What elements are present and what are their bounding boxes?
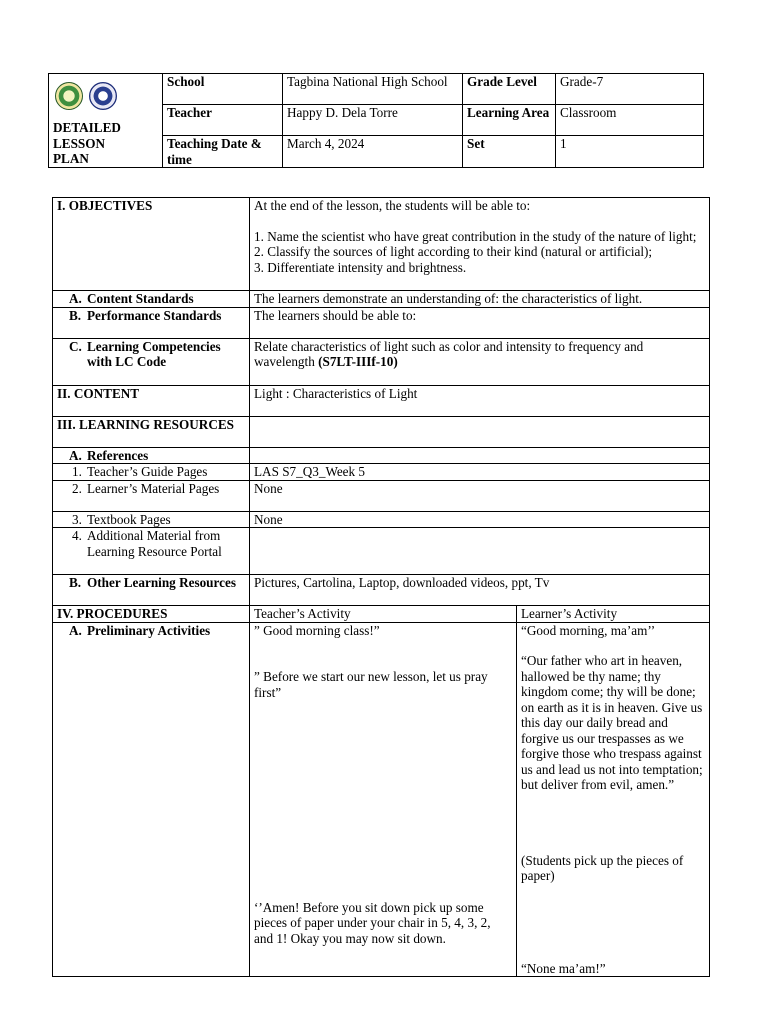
teacher-activity-cell — [250, 622, 517, 976]
resource-item-value — [250, 528, 710, 575]
title-cell — [49, 74, 163, 168]
references-label: A. References — [53, 447, 250, 464]
teacher-label: Teacher — [163, 105, 283, 136]
teacher-line: ” Before we start our new lesson, let us pray first” — [254, 669, 488, 700]
set-label: Set — [463, 136, 556, 168]
school-label: School — [163, 74, 283, 105]
resource-item-value: LAS S7_Q3_Week 5 — [250, 464, 710, 481]
school-seal-logo — [55, 82, 83, 110]
learning-area-label: Learning Area — [463, 105, 556, 136]
content-standards-label: A. Content Standards — [53, 291, 250, 308]
learner-activity-header: Learner’s Activity — [517, 606, 710, 623]
teaching-date-value: March 4, 2024 — [283, 136, 463, 168]
objectives-heading: I. OBJECTIVES — [53, 198, 250, 291]
teacher-line: ‘’Amen! Before you sit down pick up some pieces of paper under your chair in 5, 4, 3, 2, and 1! Okay you may now sit down. — [254, 899, 491, 946]
resource-item-label: 3. Textbook Pages — [53, 511, 250, 528]
deped-seal-logo — [89, 82, 117, 110]
learner-line: “None ma’am!” — [521, 960, 606, 976]
learner-line: (Students pick up the pieces of paper) — [521, 852, 684, 883]
other-resources-value: Pictures, Cartolina, Laptop, downloaded videos, ppt, Tv — [250, 575, 710, 606]
other-resources-label: B. Other Learning Resources — [53, 575, 250, 606]
learning-area-value: Classroom — [556, 105, 704, 136]
competencies-label: C. Learning Competencies with LC Code — [53, 338, 250, 385]
grade-level-label: Grade Level — [463, 74, 556, 105]
lesson-plan-table — [52, 197, 710, 977]
title-line: LESSON — [53, 135, 106, 151]
performance-standards-label: B. Performance Standards — [53, 307, 250, 338]
resource-item-label: 2. Learner’s Material Pages — [53, 480, 250, 511]
preliminary-activities-label: A. Preliminary Activities — [53, 622, 250, 976]
objectives-intro: At the end of the lesson, the students will be able to: — [254, 198, 531, 213]
resource-item-value: None — [250, 511, 710, 528]
objective-item: 3. Differentiate intensity and brightness. — [254, 259, 467, 275]
lc-code: (S7LT-IIIf-10) — [318, 354, 398, 369]
resource-item-label: 4. Additional Material from Learning Resource Portal — [53, 528, 250, 575]
title-line: PLAN — [53, 151, 89, 166]
objectives-cell — [250, 198, 710, 291]
learner-line: “Our father who art in heaven, hallowed be thy name; thy kingdom come; thy will be done; on earth as it is in heaven. Give us this day our daily bread and forgive us our trespasses as we forgive those who trespass against us and lead us not into temptation; but deliver from evil, amen.” — [521, 653, 703, 792]
title-line: DETAILED — [53, 120, 121, 135]
teacher-value: Happy D. Dela Torre — [283, 105, 463, 136]
teacher-line: ” Good morning class!” — [254, 622, 380, 638]
resource-item-value: None — [250, 480, 710, 511]
content-value: Light : Characteristics of Light — [250, 385, 710, 416]
content-heading: II. CONTENT — [53, 385, 250, 416]
competencies-value: Relate characteristics of light such as color and intensity to frequency and wavelength (S7LT-IIIf-10) — [250, 338, 710, 385]
teacher-activity-header: Teacher’s Activity — [250, 606, 517, 623]
grade-level-value: Grade-7 — [556, 74, 704, 105]
objective-item: 2. Classify the sources of light according to their kind (natural or artificial); — [254, 244, 653, 259]
school-value: Tagbina National High School — [283, 74, 463, 105]
set-value: 1 — [556, 136, 704, 168]
learner-activity-cell — [517, 622, 710, 976]
objective-item: 1. Name the scientist who have great contribution in the study of the nature of light; — [254, 228, 697, 244]
resource-item-label: 1. Teacher’s Guide Pages — [53, 464, 250, 481]
learner-line: “Good morning, ma’am’’ — [521, 622, 656, 638]
header-table — [48, 73, 704, 168]
procedures-heading: IV. PROCEDURES — [53, 606, 250, 623]
content-standards-value: The learners demonstrate an understanding of: the characteristics of light. — [250, 291, 710, 308]
performance-standards-value: The learners should be able to: — [250, 307, 710, 338]
resources-heading: III. LEARNING RESOURCES — [53, 416, 250, 447]
teaching-date-label: Teaching Date & time — [163, 136, 283, 168]
